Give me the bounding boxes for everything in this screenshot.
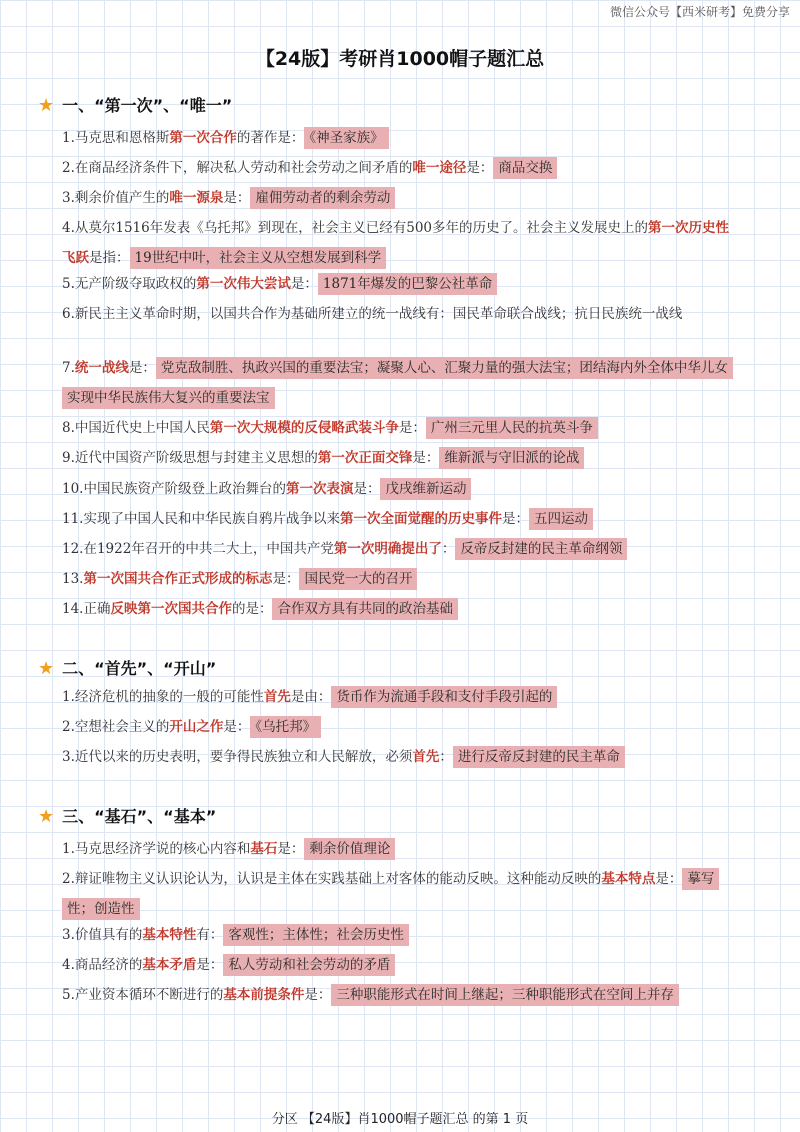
- list-item: 3.价值具有的基本特性有： 客观性；主体性；社会历史性: [62, 920, 730, 950]
- list-item: 14.正确反映第一次国共合作的是： 合作双方具有共同的政治基础: [62, 594, 730, 624]
- list-item: 12.在1922年召开的中共二大上，中国共产党第一次明确提出了： 反帝反封建的民主革命纲领: [62, 534, 730, 564]
- list-item: 2.在商品经济条件下，解决私人劳动和社会劳动之间矛盾的唯一途径是： 商品交换: [62, 153, 730, 183]
- list-item: 10.中国民族资产阶级登上政治舞台的第一次表演是： 戊戌维新运动: [62, 474, 730, 504]
- list-item: 3.近代以来的历史表明，要争得民族独立和人民解放，必须首先： 进行反帝反封建的民主革命: [62, 742, 730, 772]
- list-item: 5.产业资本循环不断进行的基本前提条件是： 三种职能形式在时间上继起；三种职能形式在空间上并存: [62, 980, 730, 1010]
- list-item: 1.经济危机的抽象的一般的可能性首先是由： 货币作为流通手段和支付手段引起的: [62, 682, 730, 712]
- page-title: 【24版】考研肖1000帽子题汇总: [255, 48, 545, 70]
- section-heading: ★ 三、“基石”、“基本”: [38, 806, 217, 827]
- page-footer: 分区 【24版】肖1000帽子题汇总 的第 1 页: [271, 1112, 529, 1127]
- list-item: 13.第一次国共合作正式形成的标志是： 国民党一大的召开: [62, 564, 730, 594]
- star-icon: ★: [38, 95, 55, 116]
- list-item: 2.空想社会主义的开山之作是： 《乌托邦》: [62, 712, 730, 742]
- list-item: 1.马克思和恩格斯第一次合作的著作是： 《神圣家族》: [62, 123, 730, 153]
- star-icon: ★: [38, 658, 55, 679]
- list-item: 4.商品经济的基本矛盾是： 私人劳动和社会劳动的矛盾: [62, 950, 730, 980]
- list-item: 4.从莫尔1516年发表《乌托邦》到现在，社会主义已经有500多年的历史了。社会主义发展史上的第一次历史性飞跃是指： 19世纪中叶，社会主义从空想发展到科学: [62, 213, 730, 273]
- watermark: 微信公众号【西米研考】免费分享: [609, 5, 790, 19]
- star-icon: ★: [38, 806, 55, 827]
- list-item: 7.统一战线是： 党克敌制胜、执政兴国的重要法宝；凝聚人心、汇聚力量的强大法宝；团结海内外全体中华儿女实现中华民族伟大复兴的重要法宝: [62, 353, 730, 413]
- list-item: 2.辩证唯物主义认识论认为，认识是主体在实践基础上对客体的能动反映。这种能动反映的基本特点是： 摹写性；创造性: [62, 864, 730, 924]
- section-heading: ★ 一、“第一次”、“唯一”: [38, 95, 233, 116]
- list-item: 9.近代中国资产阶级思想与封建主义思想的第一次正面交锋是： 维新派与守旧派的论战: [62, 443, 730, 473]
- list-item: 11.实现了中国人民和中华民族自鸦片战争以来第一次全面觉醒的历史事件是： 五四运动: [62, 504, 730, 534]
- section-heading: ★ 二、“首先”、“开山”: [38, 658, 217, 679]
- list-item: 1.马克思经济学说的核心内容和基石是： 剩余价值理论: [62, 834, 730, 864]
- list-item: 3.剩余价值产生的唯一源泉是： 雇佣劳动者的剩余劳动: [62, 183, 730, 213]
- list-item: 5.无产阶级夺取政权的第一次伟大尝试是： 1871年爆发的巴黎公社革命: [62, 269, 730, 299]
- list-item: 6.新民主主义革命时期，以国共合作为基础所建立的统一战线有：国民革命联合战线；抗日民族统一战线: [62, 306, 683, 322]
- list-item: 8.中国近代史上中国人民第一次大规模的反侵略武装斗争是： 广州三元里人民的抗英斗争: [62, 413, 730, 443]
